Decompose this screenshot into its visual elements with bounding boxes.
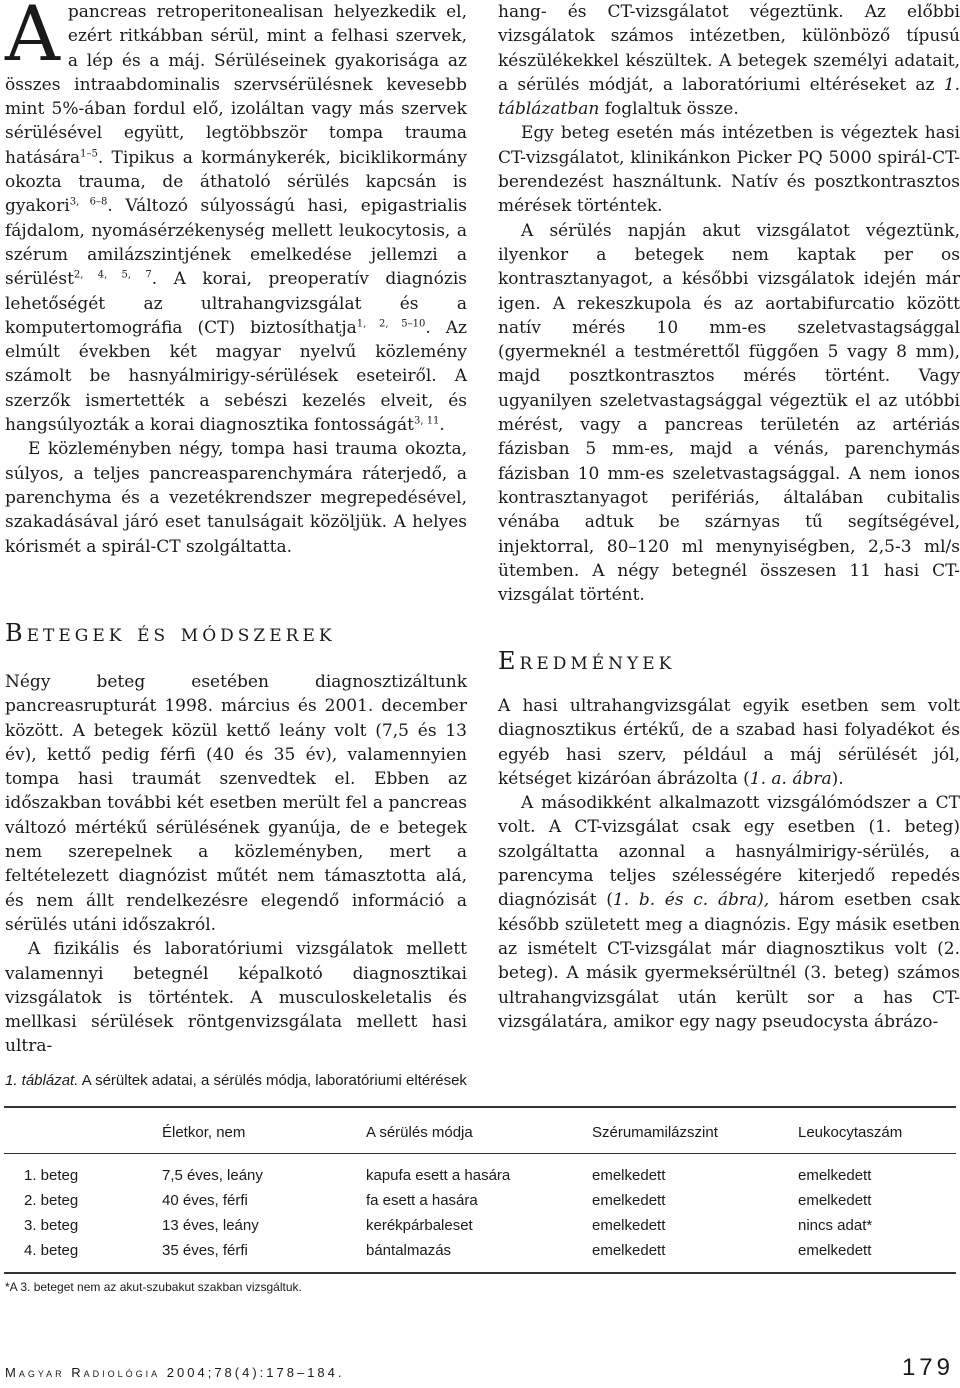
paragraph [498, 0, 960, 121]
paragraph: E közleményben négy, tompa hasi trauma okozta, súlyos, a teljes pancreasparenchymára ráterjedő, a parenchyma és a vezetékrendszer megrepedésével, szakadásával járó eset tanulságait közöljük. A helyes kórismét a spirál-CT szolgáltatta. [5, 439, 467, 557]
table-row [4, 1213, 956, 1238]
table-cell: 4. beteg [24, 1242, 79, 1259]
table-row [4, 1238, 956, 1273]
table-caption [5, 1072, 467, 1089]
reference-superscript: 3, 11 [413, 415, 440, 427]
paragraph-text: A hasi ultrahangvizsgálat egyik esetben sem volt diagnosztikus értékű, de a szabad hasi folyadékot és egyéb hasi szerv, például a máj sérülését jól, kétséget kizáróan ábrázolta ( [498, 696, 960, 789]
reference-superscript: 2, 4, 5, 7 [73, 269, 152, 281]
table-header-cell: Életkor, nem [162, 1107, 366, 1154]
table-cell: fa esett a hasára [366, 1192, 478, 1209]
table-cell: emelkedett [592, 1167, 666, 1184]
figure-reference: 1. b. és c. ábra), [612, 890, 770, 911]
section-heading-results: Eredmények [498, 647, 676, 675]
table-header-cell: Szérumamilázszint [592, 1107, 798, 1154]
paragraph: A fizikális és laboratóriumi vizsgálatok mellett valamennyi betegnél képalkotó diagnosztikai vizsgálatok is történtek. A musculoskeletalis és mellkasi sérülések röntgenvizsgálata mellett hasi ultra- [5, 939, 467, 1057]
intro-text-2: . Tipikus a kormánykerék, biciklikormány okozta trauma, de áthatoló sérülés kapcsán is gyakori [5, 147, 467, 217]
reference-superscript: 3, 6–8 [69, 196, 108, 208]
right-column [498, 0, 960, 607]
table-header-cell [4, 1107, 162, 1154]
paragraph-text: ). [831, 768, 844, 789]
table-cell: emelkedett [592, 1242, 666, 1259]
intro-text-1: pancreas retroperitonealisan helyezkedik el, ezért ritkábban sérül, mint a felhasi szervek, a lép és a máj. Sérüléseinek gyakorisága az összes intraabdominalis szervsérülésnek kevesebb mint 5%-ában fordul elő, izoláltan vagy más szervek sérülésével együtt, legtöbbször tompa trauma hatására [5, 2, 467, 168]
paragraph-text: foglaltuk össze. [599, 99, 739, 120]
intro-text-3: . Változó súlyosságú hasi, epigastrialis fájdalom, nyomásérzékenység mellett leukocytosis, a szérum amilázszintjének emelkedése jellemzi a sérülést [5, 196, 468, 290]
table-cell: 1. beteg [24, 1167, 79, 1184]
intro-text-6: . [439, 415, 445, 436]
table-cell: emelkedett [592, 1192, 666, 1209]
table-cell: 7,5 éves, leány [162, 1167, 263, 1184]
journal-citation: Magyar Radiológia 2004;78(4):178–184. [5, 1365, 345, 1380]
paragraph: Négy beteg esetében diagnosztizáltunk pancreasrupturát 1998. március és 2001. december között. A betegek közül kettő leány volt (7,5 és 13 év), kettő pedig férfi (40 és 35 év), valamennyien tompa hasi traumát szenvedtek el. Ebben az időszakban további két esetben merült fel a pancreas változó mértékű sérülésének gyanúja, de e betegek nem szerepelnek a közleményben, mert a feltételezett diagnózist műtét nem támasztotta alá, és nem állt rendelkezésre elegendő információ a sérülés utáni időszakról. [5, 672, 467, 935]
page-number: 179 [901, 1354, 954, 1381]
table-cell: 35 éves, férfi [162, 1242, 248, 1259]
left-column-lower [5, 670, 467, 1059]
paragraph: A sérülés napján akut vizsgálatot végeztünk, ilyenkor a betegek nem kaptak per os kontrasztanyagot, a későbbi vizsgálatok idején már igen. A rekeszkupola és az aortabifurcatio között natív mérés 10 mm-es szeletvastagsággal (gyermeknél a testmérettől függően 5 vagy 8 mm), majd posztkontrasztos mérés történt. Vagy ugyanilyen szeletvastagsággal végeztük el az utóbbi mérést, vagy a pancreas területén az artériás fázisban 5 mm-es, majd a vénás, parenchymás fázisban 10 mm-es szeletvastagsággal. A nem ionos kontrasztanyagot perifériás, általában cubitalis vénába adtuk be szárnyas tű segítségével, injektorral, 80–120 ml menynyiségben, 2,5-3 ml/s ütemben. A négy betegnél összesen 11 hasi CT-vizsgálat történt. [498, 220, 960, 606]
table-header-row [4, 1107, 956, 1154]
section-heading-methods: Betegek és módszerek [5, 619, 336, 647]
paragraph [498, 694, 960, 791]
table-row [4, 1154, 956, 1189]
table-caption-label: 1. táblázat. [5, 1072, 79, 1089]
table-cell: emelkedett [592, 1217, 666, 1234]
drop-cap: A [5, 0, 60, 78]
right-column-lower [498, 694, 960, 1034]
intro-text-5: . Az elmúlt években két magyar nyelvű közlemény számolt be hasnyálmirigy-sérülések eseteiről. A szerzők ismertették a sebészi kezelés elveit, és hangsúlyozták a korai diagnosztika fontosságát [5, 317, 468, 436]
paragraph-text: A másodikként alkalmazott vizsgálómódszer a CT volt. A CT-vizsgálat csak egy esetben (1. beteg) szolgáltatta azonnal a hasnyálmirigy-sérülés, a parencyma teljes szélességére kiterjedő repedés diagnózisát ( [498, 793, 960, 911]
table-reference: 1. táblázatban [498, 74, 960, 120]
table-cell: emelkedett [798, 1192, 872, 1209]
table-caption-text: A sérültek adatai, a sérülés módja, laboratóriumi eltérések [78, 1072, 467, 1089]
paragraph-text: három esetben csak később született meg a diagnózis. Egy másik esetben az ismételt CT-vizsgálat már diagnosztikus volt (2. beteg). A másik gyermeksérültnél (3. beteg) számos ultrahangvizsgálat után került sor a has CT-vizsgálatára, amikor egy nagy pseudocysta ábrázo- [498, 890, 960, 1032]
table-cell: 3. beteg [24, 1217, 79, 1234]
table-cell: 13 éves, leány [162, 1217, 259, 1234]
table-cell: emelkedett [798, 1167, 872, 1184]
table-cell: 40 éves, férfi [162, 1192, 248, 1209]
table-header-cell: Leukocytaszám [798, 1107, 956, 1154]
table-cell: bántalmazás [366, 1242, 452, 1259]
paragraph-text: hang- és CT-vizsgálatot végeztünk. Az előbbi vizsgálatok számos intézetben, különböző típusú készülékekkel készültek. A betegek személyi adatait, a sérülés módját, a laboratóriumi eltéréseket az [498, 2, 960, 95]
paragraph: Egy beteg esetén más intézetben is végeztek hasi CT-vizsgálatot, klinikánkon Picker PQ 5000 spirál-CT-berendezést használtunk. Natív és posztkontrasztos mérések történtek. [498, 123, 960, 217]
reference-superscript: 1–5 [80, 148, 98, 160]
figure-reference: 1. a. ábra [749, 768, 832, 789]
table-cell: emelkedett [798, 1242, 872, 1259]
table-cell: 2. beteg [24, 1192, 79, 1209]
patient-data-table [4, 1106, 956, 1274]
table-row [4, 1188, 956, 1213]
table-header-cell: A sérülés módja [366, 1107, 592, 1154]
table-cell: nincs adat* [798, 1217, 873, 1234]
table-footnote: *A 3. beteget nem az akut-szubakut szakban vizsgáltuk. [5, 1280, 302, 1294]
paragraph [498, 791, 960, 1034]
intro-text-4: . A korai, preoperatív diagnózis lehetőségét az ultrahangvizsgálat és a komputertomográfia (CT) biztosíthatja [5, 269, 467, 338]
left-column [5, 0, 467, 559]
table-cell: kapufa esett a hasára [366, 1167, 511, 1184]
reference-superscript: 1, 2, 5–10 [356, 318, 426, 330]
intro-paragraph [5, 0, 467, 437]
table-cell: kerékpárbaleset [366, 1217, 473, 1234]
